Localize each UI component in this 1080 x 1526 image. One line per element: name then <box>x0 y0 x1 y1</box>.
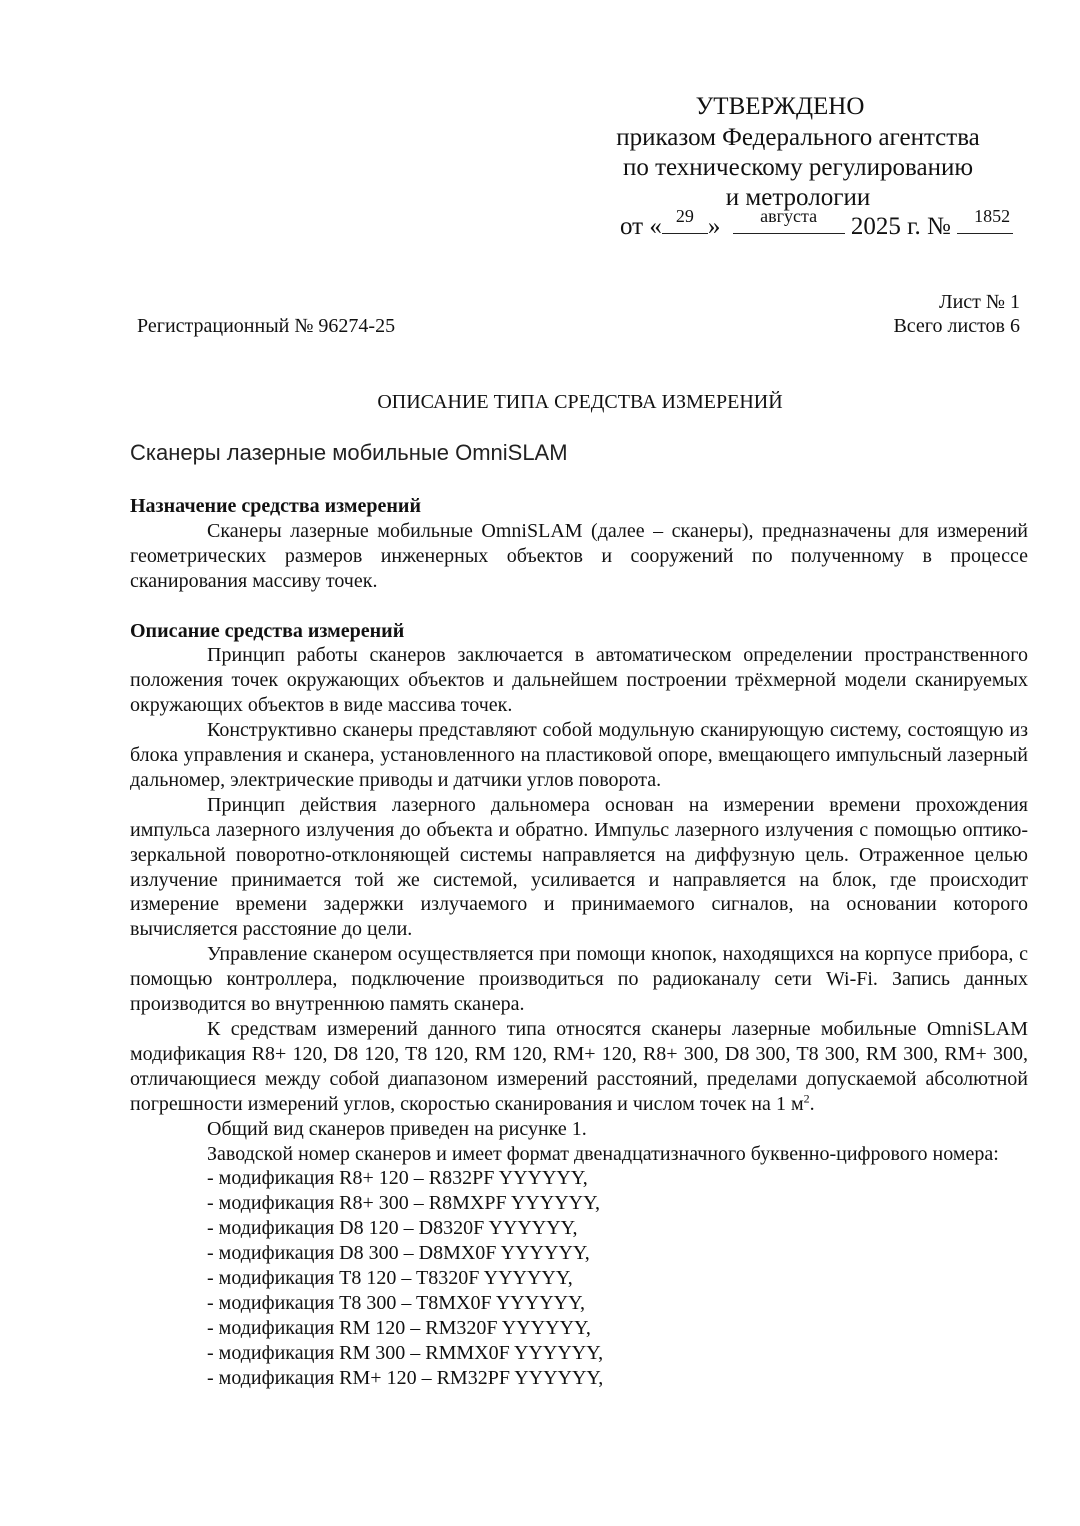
date-from-label: от « <box>620 213 662 240</box>
list-item: - модификация D8 120 – D8320F YYYYYY, <box>207 1217 578 1240</box>
square-superscript: 2 <box>803 1091 810 1106</box>
date-day-blank <box>662 206 708 234</box>
list-item: - модификация T8 120 – T8320F YYYYYY, <box>207 1267 573 1290</box>
order-number-blank <box>957 206 1013 234</box>
approval-line-1: приказом Федерального агентства <box>616 124 980 151</box>
approval-line-3: и метрологии <box>725 184 871 211</box>
date-month: августа <box>760 206 818 226</box>
approval-title: УТВЕРЖДЕНО <box>695 93 865 120</box>
document-body <box>130 494 1028 1391</box>
date-day-close: » <box>707 213 721 240</box>
description-heading: Описание средства измерений <box>130 619 405 642</box>
date-day: 29 <box>675 206 694 226</box>
purpose-paragraph: Сканеры лазерные мобильные OmniSLAM (далее – сканеры), предназначены для измерений геометрических размеров инженерных объектов и сооружений по полученному в процессе сканирования массиву точек. <box>130 519 1028 592</box>
description-paragraph-1: Принцип работы сканеров заключается в автоматическом определении пространственного положения точек окружающих объектов и дальнейшем построении трёхмерной модели сканируемых окружающих объектов в виде массива точек. <box>130 644 1028 717</box>
approval-line-2: по техническому регулированию <box>622 154 974 181</box>
sheet-info <box>800 290 1020 338</box>
list-item: - модификация T8 300 – T8MX0F YYYYYY, <box>207 1291 585 1314</box>
list-item: - модификация R8+ 120 – R832PF YYYYYY, <box>207 1167 588 1190</box>
description-paragraph-5 <box>130 1017 1028 1117</box>
date-year-label: 2025 г. № <box>850 213 951 240</box>
product-name: Сканеры лазерные мобильные OmniSLAM <box>130 440 568 465</box>
order-number: 1852 <box>974 206 1011 226</box>
list-item: - модификация R8+ 300 – R8MXPF YYYYYY, <box>207 1192 600 1215</box>
description-paragraph-2: Конструктивно сканеры представляют собой модульную сканирующую систему, состоящую из блока управления и сканера, установленного на пластиковой опоре, вмещающего импульсный лазерный дальномер, электрические приводы и датчики углов поворота. <box>130 719 1028 791</box>
list-item: - модификация RM 120 – RM320F YYYYYY, <box>207 1316 591 1339</box>
description-paragraph-4: Управление сканером осуществляется при помощи кнопок, находящихся на корпусе прибора, с помощью контроллера, подключение производиться по радиоканалу сети Wi-Fi. Запись данных производится во внутреннюю память сканера. <box>130 943 1028 1016</box>
list-item: - модификация RM+ 120 – RM32PF YYYYYY, <box>207 1366 604 1389</box>
modifications-text-end: . <box>809 1092 815 1115</box>
document-title: ОПИСАНИЕ ТИПА СРЕДСТВА ИЗМЕРЕНИЙ <box>377 391 783 413</box>
sheet-number: Лист № 1 <box>939 291 1020 313</box>
modifications-text: К средствам измерений данного типа относятся сканеры лазерные мобильные OmniSLAM модификация R8+ 120, D8 120, T8 120, RM 120, RM+ 120, R8+ 300, D8 300, T8 300, RM 300, RM+ 300, отличающиеся между собой диапазоном измерений расстояний, пределами допускаемой абсолютной погрешности измерений углов, скоростью сканирования и числом точек на 1 м <box>130 1018 1028 1115</box>
list-item: - модификация D8 300 – D8MX0F YYYYYY, <box>207 1242 590 1265</box>
list-item: - модификация RM 300 – RMMX0F YYYYYY, <box>207 1341 604 1364</box>
serial-format-list <box>130 1166 1028 1390</box>
description-paragraph-7: Заводской номер сканеров и имеет формат двенадцатизначного буквенно-цифрового номера: <box>207 1142 999 1165</box>
registration-number: Регистрационный № 96274-25 <box>137 315 396 337</box>
purpose-heading: Назначение средства измерений <box>130 495 421 517</box>
date-month-blank <box>733 206 845 234</box>
description-paragraph-6: Общий вид сканеров приведен на рисунке 1. <box>207 1117 587 1140</box>
approval-date-line <box>620 206 1040 241</box>
description-paragraph-3: Принцип действия лазерного дальномера основан на измерении времени прохождения импульса лазерного излучения до объекта и обратно. Импульс лазерного излучения с помощью оптико-зеркальной поворотно-отклоняющей системы направляется на диффузную цель. Отраженное целью излучение принимается той же системой, усиливается и направляется на блок, где происходит измерение времени задержки излучаемого и принимаемого сигналов, на основании которого вычисляется расстояние до цели. <box>130 793 1028 941</box>
sheet-total: Всего листов 6 <box>893 315 1020 337</box>
